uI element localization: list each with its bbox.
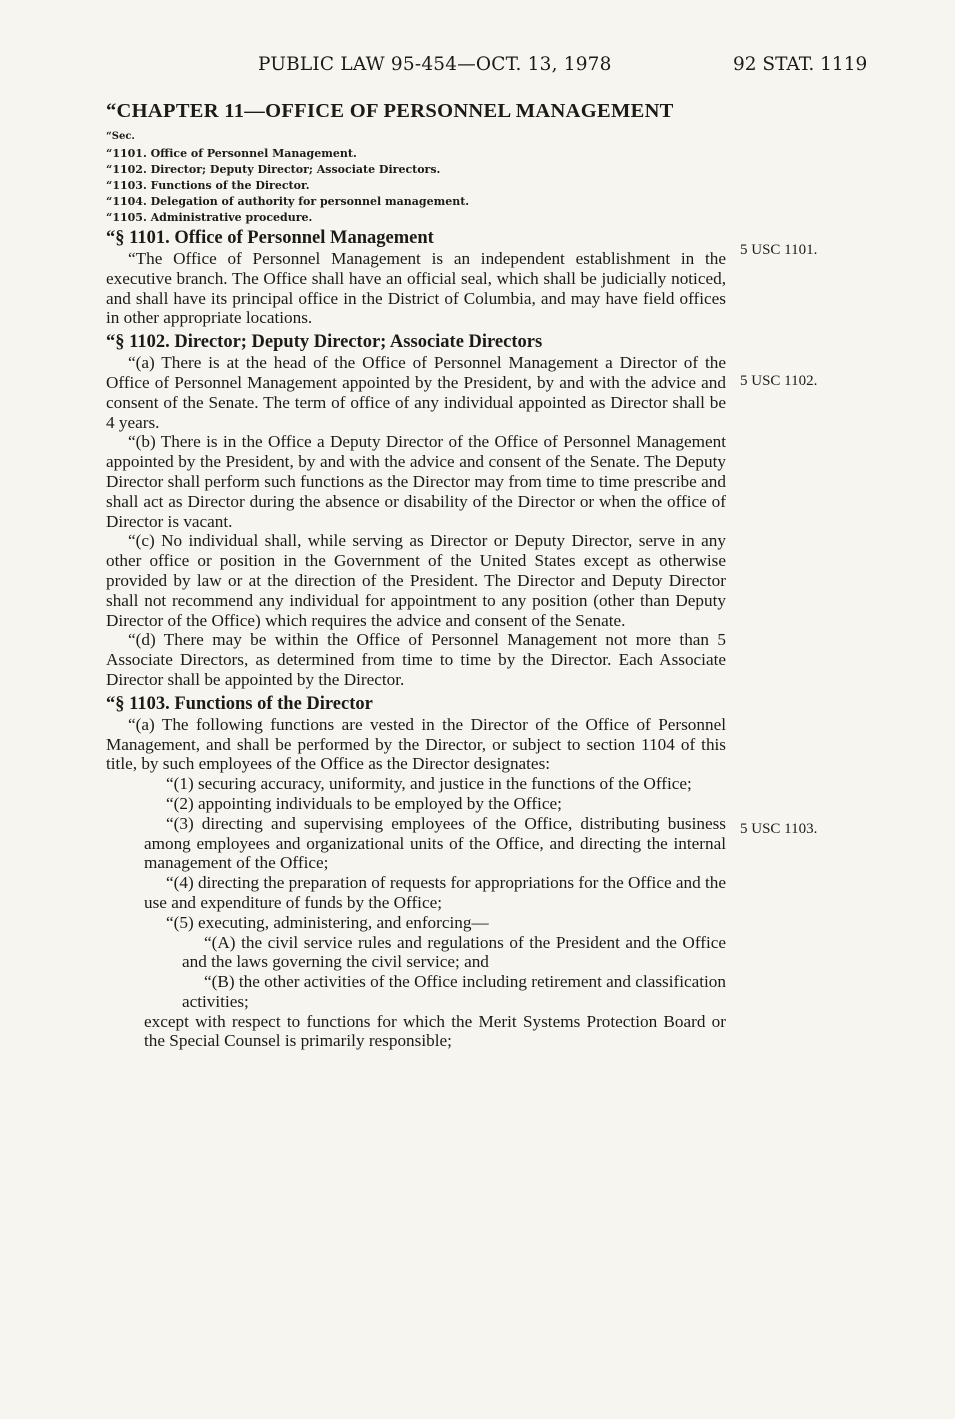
exception-clause: except with respect to functions for which the Merit Systems Protection Board or the Special Counsel is primarily responsible; bbox=[144, 1011, 726, 1051]
function-item: “(3) directing and supervising employees of the Office, distributing business among employees and organizational units of the Office, and directing the internal management of the Office; bbox=[144, 813, 726, 873]
function-item: “(4) directing the preparation of requests for appropriations for the Office and the use and expenditure of funds by the Office; bbox=[144, 873, 726, 912]
function-subitem: “(B) the other activities of the Office including retirement and classification activities; bbox=[182, 972, 726, 1011]
toc-item: “1105. Administrative procedure. bbox=[106, 211, 313, 224]
margin-note-1102: 5 USC 1102. bbox=[740, 373, 818, 389]
statute-page-number: 92 STAT. 1119 bbox=[733, 54, 868, 75]
toc-item: “1104. Delegation of authority for personnel management. bbox=[106, 195, 470, 208]
function-subitem: “(A) the civil service rules and regulations of the President and the Office and the laws governing the civil service; and bbox=[182, 932, 726, 972]
toc-item: “1103. Functions of the Director. bbox=[106, 179, 310, 192]
subsection-c: “(c) No individual shall, while serving as Director or Deputy Director, serve in any other office or position in the Government of the United States except as otherwise provided by law or at the direction of the President. The Director and Deputy Director shall not recommend any individual for appointment to any position (other than Deputy Director of the Office) which requires the advice and consent of the Senate. bbox=[106, 531, 726, 630]
subsection-d: “(d) There may be within the Office of Personnel Management not more than 5 Associate Directors, as determined from time to time by the Director. Each Associate Director shall be appointed by the Director. bbox=[106, 630, 726, 689]
subsection-b: “(b) There is in the Office a Deputy Director of the Office of Personnel Management appointed by the President, by and with the advice and consent of the Senate. The Deputy Director shall perform such functions as the Director may from time to time prescribe and shall act as Director during the absence or disability of the Director or when the office of Director is vacant. bbox=[106, 432, 726, 531]
chapter-title: “CHAPTER 11—OFFICE OF PERSONNEL MANAGEMENT bbox=[106, 100, 674, 122]
table-of-sections bbox=[106, 146, 726, 226]
toc-item: “1101. Office of Personnel Management. bbox=[106, 147, 357, 160]
main-text-column bbox=[106, 98, 726, 1051]
margin-note-1101: 5 USC 1101. bbox=[740, 242, 818, 258]
function-item: “(5) executing, administering, and enforcing— bbox=[166, 912, 489, 932]
public-law-citation: PUBLIC LAW 95-454—OCT. 13, 1978 bbox=[258, 54, 612, 75]
section-heading: “§ 1102. Director; Deputy Director; Associate Directors bbox=[106, 332, 543, 353]
section-1102 bbox=[106, 332, 726, 690]
section-1103 bbox=[106, 694, 726, 1052]
section-1101 bbox=[106, 228, 726, 328]
section-paragraph: “The Office of Personnel Management is an independent establishment in the executive branch. The Office shall have an official seal, which shall be judicially noticed, and shall have its principal office in the District of Columbia, and may have field offices in other appropriate locations. bbox=[106, 249, 726, 328]
subsection-a-intro: “(a) The following functions are vested in the Director of the Office of Personnel Management, and shall be performed by the Director, or subject to section 1104 of this title, by such employees of the Office as the Director designates: bbox=[106, 714, 726, 774]
section-heading: “§ 1103. Functions of the Director bbox=[106, 693, 373, 714]
running-header bbox=[0, 54, 955, 84]
function-item: “(2) appointing individuals to be employed by the Office; bbox=[166, 793, 562, 813]
subsection-a: “(a) There is at the head of the Office of Personnel Management a Director of the Office of Personnel Management appointed by the President, by and with the advice and consent of the Senate. The term of office of any individual appointed as Director shall be 4 years. bbox=[106, 353, 726, 432]
section-heading: “§ 1101. Office of Personnel Management bbox=[106, 228, 434, 248]
margin-note-1103: 5 USC 1103. bbox=[740, 821, 818, 837]
toc-item: “1102. Director; Deputy Director; Associate Directors. bbox=[106, 163, 441, 176]
function-item: “(1) securing accuracy, uniformity, and justice in the functions of the Office; bbox=[166, 774, 692, 794]
toc-label: “Sec. bbox=[106, 131, 135, 142]
